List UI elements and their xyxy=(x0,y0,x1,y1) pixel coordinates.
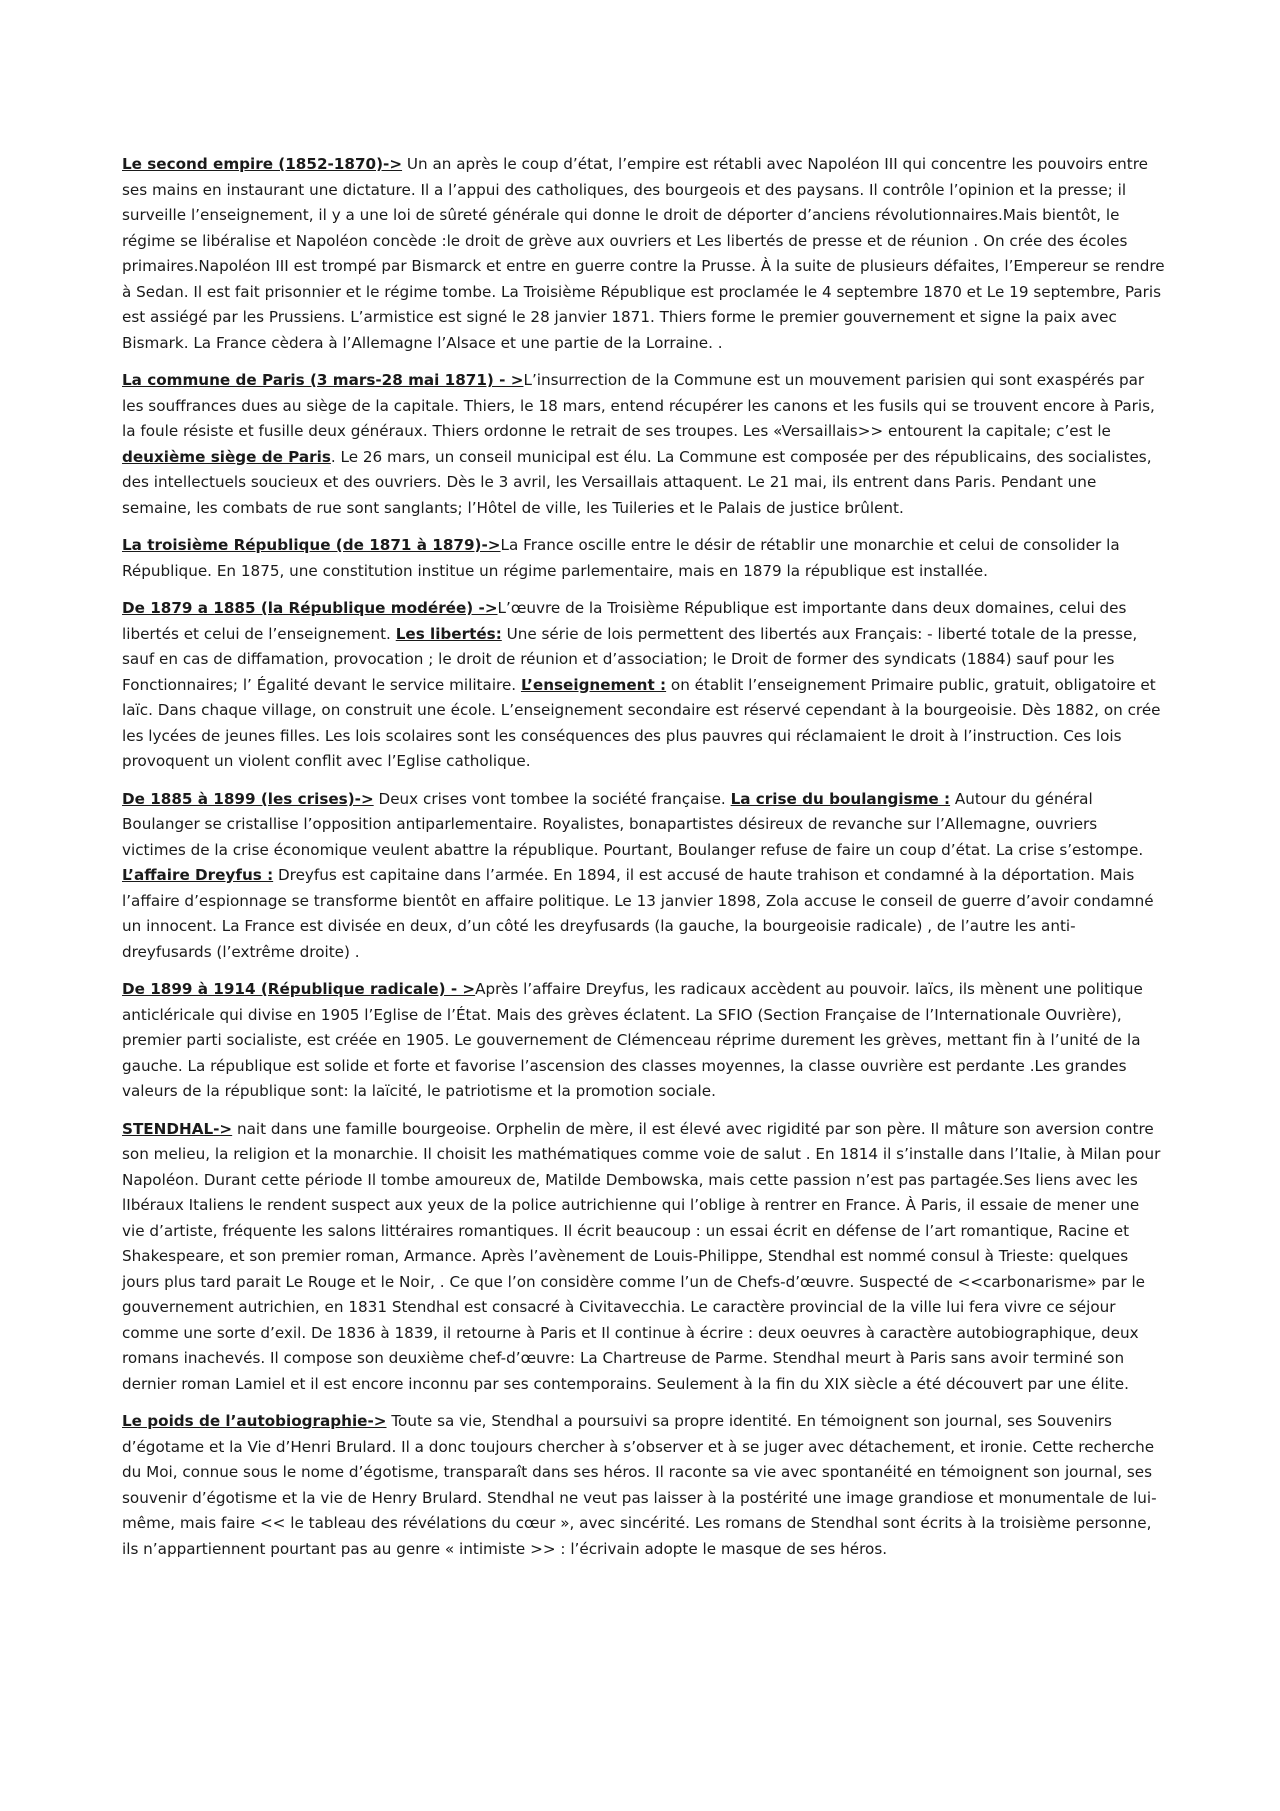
paragraph-text: Dreyfus est capitaine dans l’armée. En 1894, il est accusé de haute trahison et condamné à la déportation. Mais l’affaire d’espionnage se transforme bientôt en affaire politique. Le 13 janvier 1898, Zola accuse le conseil de guerre d’avoir condamné un innocent. La France est divisée en deux, d’un côté les dreyfusards (la gauche, la bourgeoisie radicale) , de l’autre les anti-dreyfusards (l’extrême droite) . xyxy=(122,866,1154,961)
inline-emphasis: deuxième siège de Paris xyxy=(122,447,331,466)
paragraph-text: Une série de lois permettent des libertés aux Français: - liberté totale de la presse, sauf en cas de diffamation, provocation ; le droit de réunion et d’association; le Droit de former des syndicats (1884) sauf pour les Fonctionnaires; l’ Égalité devant le service militaire. xyxy=(122,624,1138,694)
inline-emphasis: La crise du boulangisme : xyxy=(730,789,951,808)
section-heading: De 1879 a 1885 (la République modérée) -> xyxy=(122,599,498,617)
paragraph-troisieme-republique xyxy=(122,533,1165,584)
paragraph-text: Après l’affaire Dreyfus, les radicaux accèdent au pouvoir. laïcs, ils mènent une politique anticléricale qui divise en 1905 l’Eglise de l’État. Mais des grèves éclatent. La SFIO (Section Française de l’Internationale Ouvrière), premier parti socialiste, est créée en 1905. Le gouvernement de Clémenceau réprime durement les grèves, mettant fin à l’unité de la gauche. La république est solide et forte et favorise l’ascension des classes moyennes, la classe ouvrière est perdante .Les grandes valeurs de la république sont: la laïcité, le patriotisme et la promotion sociale. xyxy=(122,980,1143,1100)
paragraph-text: La France oscille entre le désir de rétablir une monarchie et celui de consolider la République. En 1875, une constitution institue un régime parlementaire, mais en 1879 la république est installée. xyxy=(122,536,1120,580)
paragraph-republique-moderee xyxy=(122,596,1165,775)
section-heading: De 1899 à 1914 (République radicale) - > xyxy=(122,980,476,998)
section-heading: La troisième République (de 1871 à 1879)-> xyxy=(122,536,501,554)
paragraph-republique-radicale xyxy=(122,977,1165,1105)
section-heading: De 1885 à 1899 (les crises)-> xyxy=(122,789,374,808)
paragraph-text: L’œuvre de la Troisième République est importante dans deux domaines, celui des libertés et celui de l’enseignement. xyxy=(122,599,1127,643)
paragraph-poids-autobiographie xyxy=(122,1409,1165,1562)
paragraph-text: Deux crises vont tombee la société française. xyxy=(373,789,731,808)
section-heading: La commune de Paris (3 mars-28 mai 1871) - > xyxy=(122,371,524,389)
paragraph-text: nait dans une famille bourgeoise. Orphelin de mère, il est élevé avec rigidité par son père. Il mâture son aversion contre son melieu, la religion et la monarchie. Il choisit les mathématiques comme voie de salut . En 1814 il s’installe dans l’Italie, à Milan pour Napoléon. Durant cette période Il tombe amoureux de, Matilde Dembowska, mais cette passion n’est pas partagée.Ses liens avec les lIbéraux Italiens le rendent suspect aux yeux de la police autrichienne qui l’oblige à rentrer en France. À Paris, il essaie de mener une vie d’artiste, fréquente les salons littéraires romantiques. Il écrit beaucoup : un essai écrit en défense de l’art romantique, Racine et Shakespeare, et son premier roman, Armance. Après l’avènement de Louis-Philippe, Stendhal est nommé consul à Trieste: quelques jours plus tard parait Le Rouge et le Noir, . Ce que l’on considère comme l’un de Chefs-d’œuvre. Suspecté de <<carbonarisme» par le gouvernement autrichien, en 1831 Stendhal est consacré à Civitavecchia. Le caractère provincial de la ville lui fera vivre ce séjour comme une sorte d’exil. De 1836 à 1839, il retourne à Paris et Il continue à écrire : deux oeuvres à caractère autobiographique, deux romans inachevés. Il compose son deuxième chef-d’œuvre: La Chartreuse de Parme. Stendhal meurt à Paris sans avoir terminé son dernier roman Lamiel et il est encore inconnu par ses contemporains. Seulement à la fin du XIX siècle a été découvert par une élite. xyxy=(122,1119,1161,1393)
paragraph-text: Autour du général Boulanger se cristallise l’opposition antiparlementaire. Royalistes, bonapartistes désireux de revanche sur l’Allemagne, ouvriers victimes de la crise économique veulent abattre la république. Pourtant, Boulanger refuse de faire un coup d’état. La crise s’estompe. xyxy=(122,789,1144,859)
paragraph-text: . Le 26 mars, un conseil municipal est élu. La Commune est composée per des républicains, des socialistes, des intellectuels soucieux et des ouvriers. Dès le 3 avril, les Versaillais attaquent. Le 21 mai, ils entrent dans Paris. Pendant une semaine, les combats de rue sont sanglants; l’Hôtel de ville, les Tuileries et le Palais de justice brûlent. xyxy=(122,447,1152,517)
paragraph-text: Toute sa vie, Stendhal a poursuivi sa propre identité. En témoignent son journal, ses Souvenirs d’égotame et la Vie d’Henri Brulard. Il a donc toujours chercher à s’observer et à se juger avec détachement, et ironie. Cette recherche du Moi, connue sous le nome d’égotisme, transparaît dans ses héros. Il raconte sa vie avec spontanéité en témoignent son journal, ses souvenir d’égotisme et la vie de Henry Brulard. Stendhal ne veut pas laisser à la postérité une image grandiose et monumentale de lui-même, mais faire << le tableau des révélations du cœur », avec sincérité. Les romans de Stendhal sont écrits à la troisième personne, ils n’appartiennent pourtant pas au genre « intimiste >> : l’écrivain adopte le masque de ses héros. xyxy=(122,1412,1157,1558)
paragraph-stendhal xyxy=(122,1117,1165,1398)
section-heading: Le second empire (1852-1870)-> xyxy=(122,155,403,173)
paragraph-text: on établit l’enseignement Primaire public, gratuit, obligatoire et laïc. Dans chaque village, on construit une école. L’enseignement secondaire est réservé cependant à la bourgeoisie. Dès 1882, on crée les lycées de jeunes filles. Les lois scolaires sont les conséquences des plus pauvres qui réclamaient le droit à l’instruction. Ces lois provoquent un violent conflit avec l’Eglise catholique. xyxy=(122,675,1161,770)
inline-emphasis: L’enseignement : xyxy=(520,675,667,694)
paragraph-commune-de-paris xyxy=(122,368,1165,521)
paragraph-text: L’insurrection de la Commune est un mouvement parisien qui sont exaspérés par les souffrances dues au siège de la capitale. Thiers, le 18 mars, entend récupérer les canons et les fusils qui se trouvent encore à Paris, la foule résiste et fusille deux généraux. Thiers ordonne le retrait de ses troupes. Les «Versaillais>> entourent la capitale; c’est le xyxy=(122,371,1155,440)
section-heading: Le poids de l’autobiographie-> xyxy=(122,1412,387,1430)
paragraph-les-crises xyxy=(122,787,1165,966)
paragraph-text: Un an après le coup d’état, l’empire est rétabli avec Napoléon III qui concentre les pouvoirs entre ses mains en instaurant une dictature. Il a l’appui des catholiques, des bourgeois et des paysans. Il contrôle l’opinion et la presse; il surveille l’enseignement, il y a une loi de sûreté générale qui donne le droit de déporter d’anciens révolutionnaires.Mais bientôt, le régime se libéralise et Napoléon concède :le droit de grève aux ouvriers et Les libertés de presse et de réunion . On crée des écoles primaires.Napoléon III est trompé par Bismarck et entre en guerre contre la Prusse. À la suite de plusieurs défaites, l’Empereur se rendre à Sedan. Il est fait prisonnier et le régime tombe. La Troisième République est proclamée le 4 septembre 1870 et Le 19 septembre, Paris est assiégé par les Prussiens. L’armistice est signé le 28 janvier 1871. Thiers forme le premier gouvernement et signe la paix avec Bismark. La France cèdera à l’Allemagne l’Alsace et une partie de la Lorraine. . xyxy=(122,155,1165,352)
inline-emphasis: Les libertés: xyxy=(395,624,502,643)
paragraph-second-empire xyxy=(122,152,1165,356)
document-page xyxy=(122,152,1165,1574)
section-heading: STENDHAL-> xyxy=(122,1119,233,1138)
inline-emphasis: L’affaire Dreyfus : xyxy=(122,866,274,884)
